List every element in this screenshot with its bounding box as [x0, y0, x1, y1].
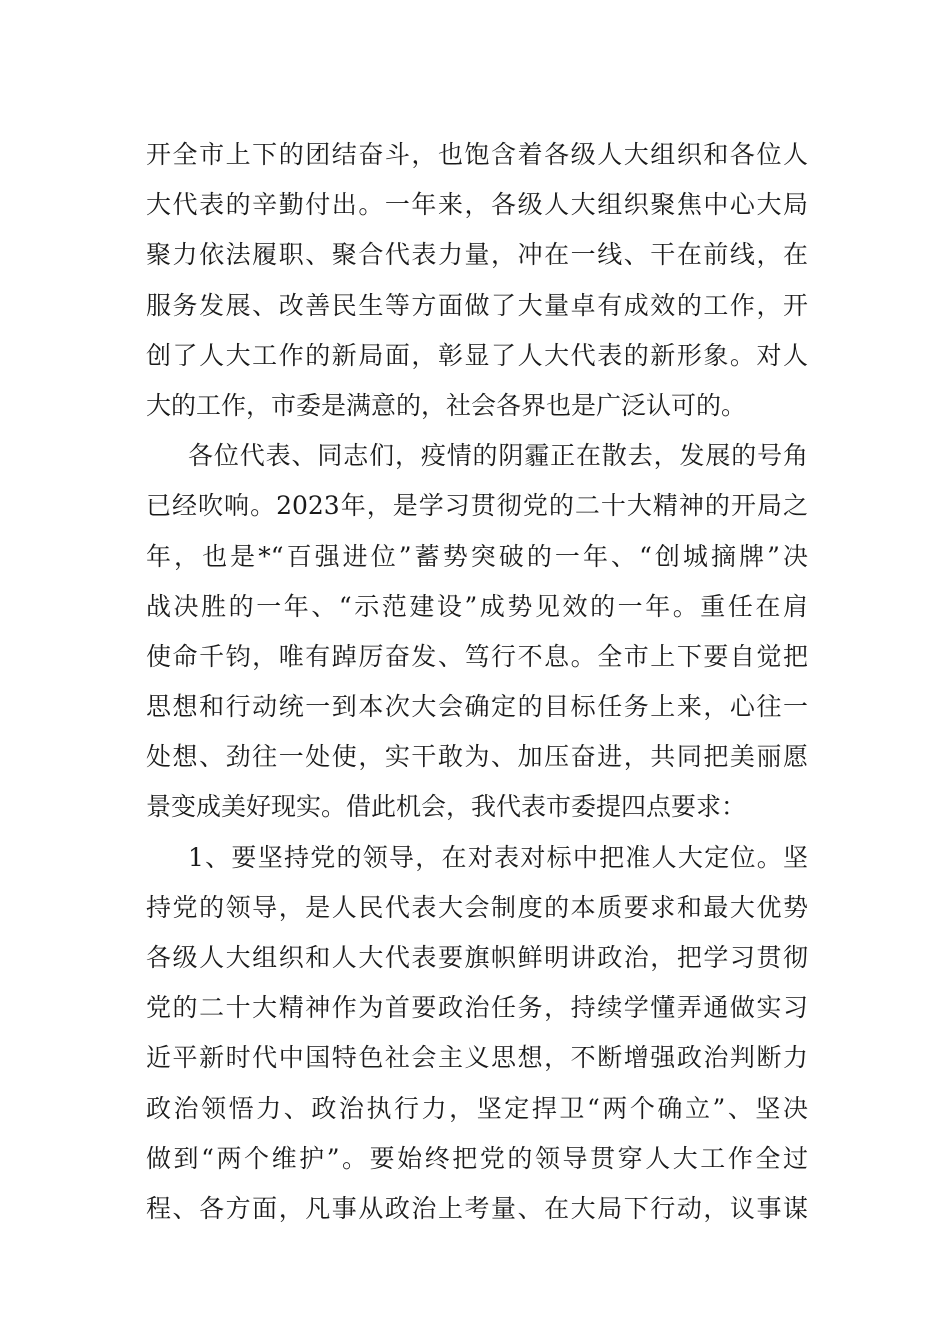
text-line: 大代表的辛勤付出。一年来，各级人大组织聚焦中心大局 — [146, 190, 808, 220]
text-line: 年，也是*“百强进位”蓄势突破的一年、“创城摘牌”决 — [146, 541, 808, 571]
text-line: 已经吹响。2023年，是学习贯彻党的二十大精神的开局之 — [146, 491, 808, 521]
paragraph-start-line: 1、要坚持党的领导，在对表对标中把准人大定位。坚 — [188, 842, 808, 872]
text-line: 聚力依法履职、聚合代表力量，冲在一线、干在前线，在 — [146, 240, 808, 270]
text-line: 程、各方面，凡事从政治上考量、在大局下行动，议事谋 — [146, 1193, 808, 1223]
text-line: 思想和行动统一到本次大会确定的目标任务上来，心往一 — [146, 692, 808, 722]
text-line: 服务发展、改善民生等方面做了大量卓有成效的工作，开 — [146, 290, 808, 320]
text-line: 景变成美好现实。借此机会，我代表市委提四点要求： — [146, 792, 747, 822]
text-line: 大的工作，市委是满意的，社会各界也是广泛认可的。 — [146, 390, 747, 420]
text-line: 开全市上下的团结奋斗，也饱含着各级人大组织和各位人 — [146, 140, 808, 169]
text-line: 使命千钧，唯有踔厉奋发、笃行不息。全市上下要自觉把 — [146, 641, 808, 671]
text-line: 各级人大组织和人大代表要旗帜鲜明讲政治，把学习贯彻 — [146, 943, 808, 972]
text-line: 持党的领导，是人民代表大会制度的本质要求和最大优势 — [146, 892, 808, 922]
text-line: 创了人大工作的新局面，彰显了人大代表的新形象。对人 — [146, 340, 808, 370]
text-line: 近平新时代中国特色社会主义思想，不断增强政治判断力 — [146, 1043, 808, 1073]
paragraph-start-line: 各位代表、同志们，疫情的阴霾正在散去，发展的号角 — [188, 441, 808, 471]
document-body — [146, 130, 808, 1234]
text-line: 做到“两个维护”。要始终把党的领导贯穿人大工作全过 — [146, 1143, 808, 1173]
text-line: 处想、劲往一处使，实干敢为、加压奋进，共同把美丽愿 — [146, 742, 808, 772]
text-line: 党的二十大精神作为首要政治任务，持续学懂弄通做实习 — [146, 993, 808, 1023]
text-line: 战决胜的一年、“示范建设”成势见效的一年。重任在肩 — [146, 591, 808, 621]
text-line: 政治领悟力、政治执行力，坚定捍卫“两个确立”、坚决 — [146, 1093, 808, 1123]
